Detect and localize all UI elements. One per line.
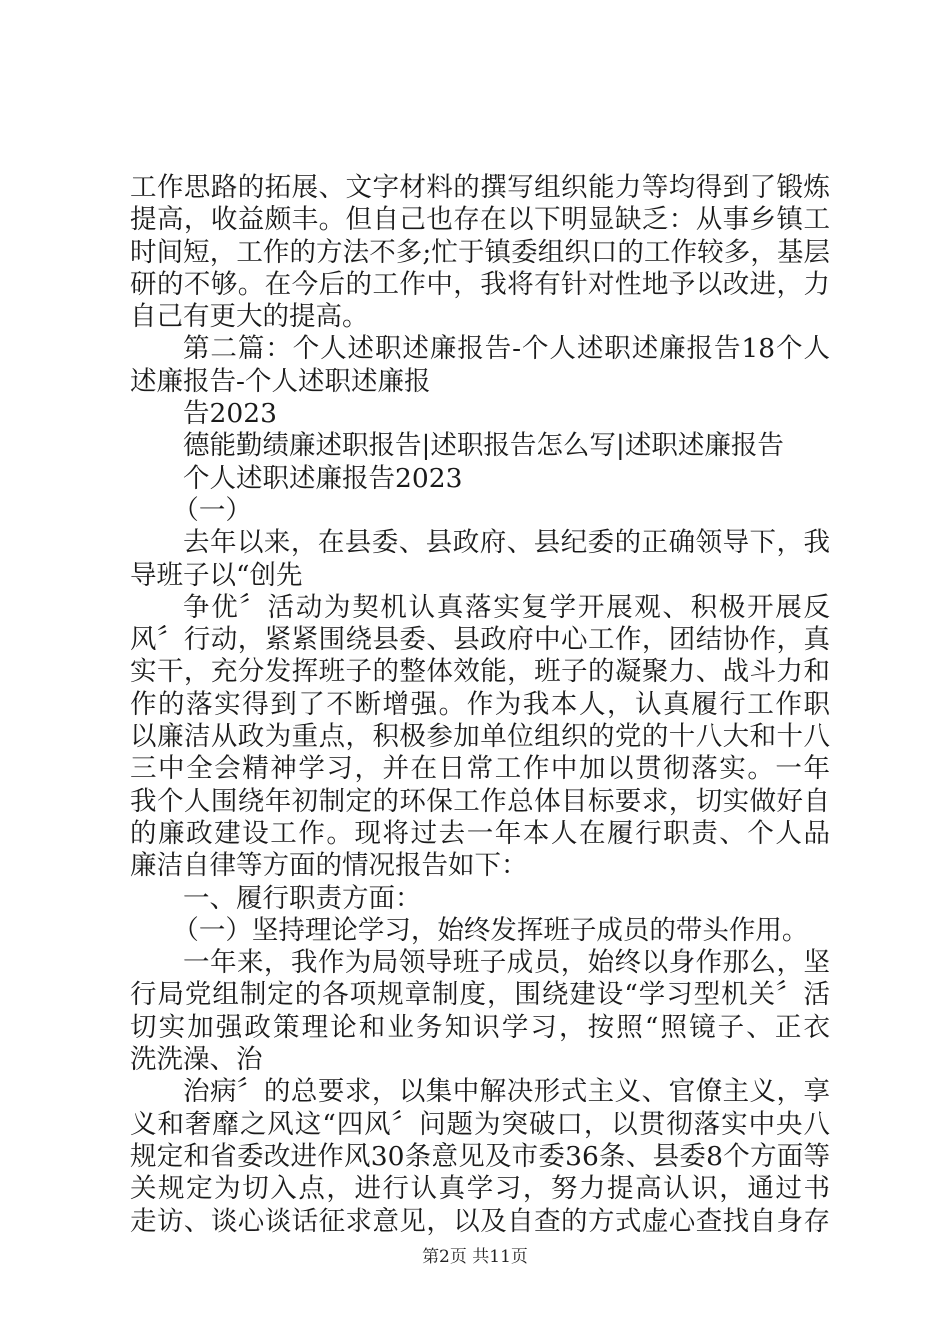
text-line: 第二篇：个人述职述廉报告-个人述职述廉报告18个人 <box>183 333 830 365</box>
text-line: （一）坚持理论学习，始终发挥班子成员的带头作用。 <box>172 914 809 946</box>
text-line: 我个人围绕年初制定的环保工作总体目标要求，切实做好自 <box>130 785 830 817</box>
text-line: 关规定为切入点，进行认真学习，努力提高认识，通过书 <box>130 1173 830 1205</box>
text-line: 以廉洁从政为重点，积极参加单位组织的党的十八大和十八 <box>130 721 830 753</box>
text-line: 研的不够。在今后的工作中，我将有针对性地予以改进，力 <box>130 268 830 300</box>
text-line: 一年来，我作为局领导班子成员，始终以身作那么，坚 <box>183 947 830 979</box>
text-line: 时间短，工作的方法不多;忙于镇委组织口的工作较多，基层 <box>130 236 830 268</box>
text-line: 三中全会精神学习，并在日常工作中加以贯彻落实。一年 <box>130 753 830 785</box>
text-line: 工作思路的拓展、文字材料的撰写组织能力等均得到了锻炼 <box>130 172 830 203</box>
text-line: 走访、谈心谈话征求意见，以及自查的方式虚心查找自身存 <box>130 1205 830 1237</box>
text-line: 行局党组制定的各项规章制度，围绕建设“学习型机关〞活 <box>130 979 830 1011</box>
text-line: 个人述职述廉报告2023 <box>183 462 463 494</box>
text-line: 争优〞活动为契机认真落实复学开展观、积极开展反 <box>183 591 830 623</box>
text-line: 洗洗澡、治 <box>130 1044 263 1076</box>
document-body <box>130 172 830 1238</box>
text-line: 德能勤绩廉述职报告|述职报告怎么写|述职述廉报告 <box>183 430 784 462</box>
text-line: 导班子以“创先 <box>130 559 303 591</box>
text-line: 规定和省委改进作风30条意见及市委36条、县委8个方面等 <box>130 1140 830 1172</box>
text-line: 实干，充分发挥班子的整体效能，班子的凝聚力、战斗力和 <box>130 656 830 688</box>
text-line: 义和奢靡之风这“四风〞问题为突破口，以贯彻落实中央八 <box>130 1108 830 1140</box>
text-line: 告2023 <box>183 398 277 430</box>
text-line: （一） <box>172 494 252 526</box>
text-line: 述廉报告-个人述职述廉报 <box>130 365 431 397</box>
text-line: 切实加强政策理论和业务知识学习，按照“照镜子、正衣 <box>130 1011 830 1043</box>
text-line: 提高，收益颇丰。但自己也存在以下明显缺乏：从事乡镇工 <box>130 204 830 236</box>
text-line: 一、履行职责方面： <box>183 882 422 914</box>
text-line: 去年以来，在县委、县政府、县纪委的正确领导下，我 <box>183 527 830 559</box>
text-line: 作的落实得到了不断增强。作为我本人，认真履行工作职 <box>130 688 830 720</box>
text-line: 风〞行动，紧紧围绕县委、县政府中心工作，团结协作，真 <box>130 624 830 656</box>
text-line: 廉洁自律等方面的情况报告如下： <box>130 850 528 882</box>
text-line: 治病〞的总要求，以集中解决形式主义、官僚主义，享 <box>183 1076 830 1108</box>
text-line: 的廉政建设工作。现将过去一年本人在履行职责、个人品 <box>130 817 830 849</box>
page-footer: 第2页 共11页 <box>422 1247 528 1267</box>
text-line: 自己有更大的提高。 <box>130 301 369 333</box>
